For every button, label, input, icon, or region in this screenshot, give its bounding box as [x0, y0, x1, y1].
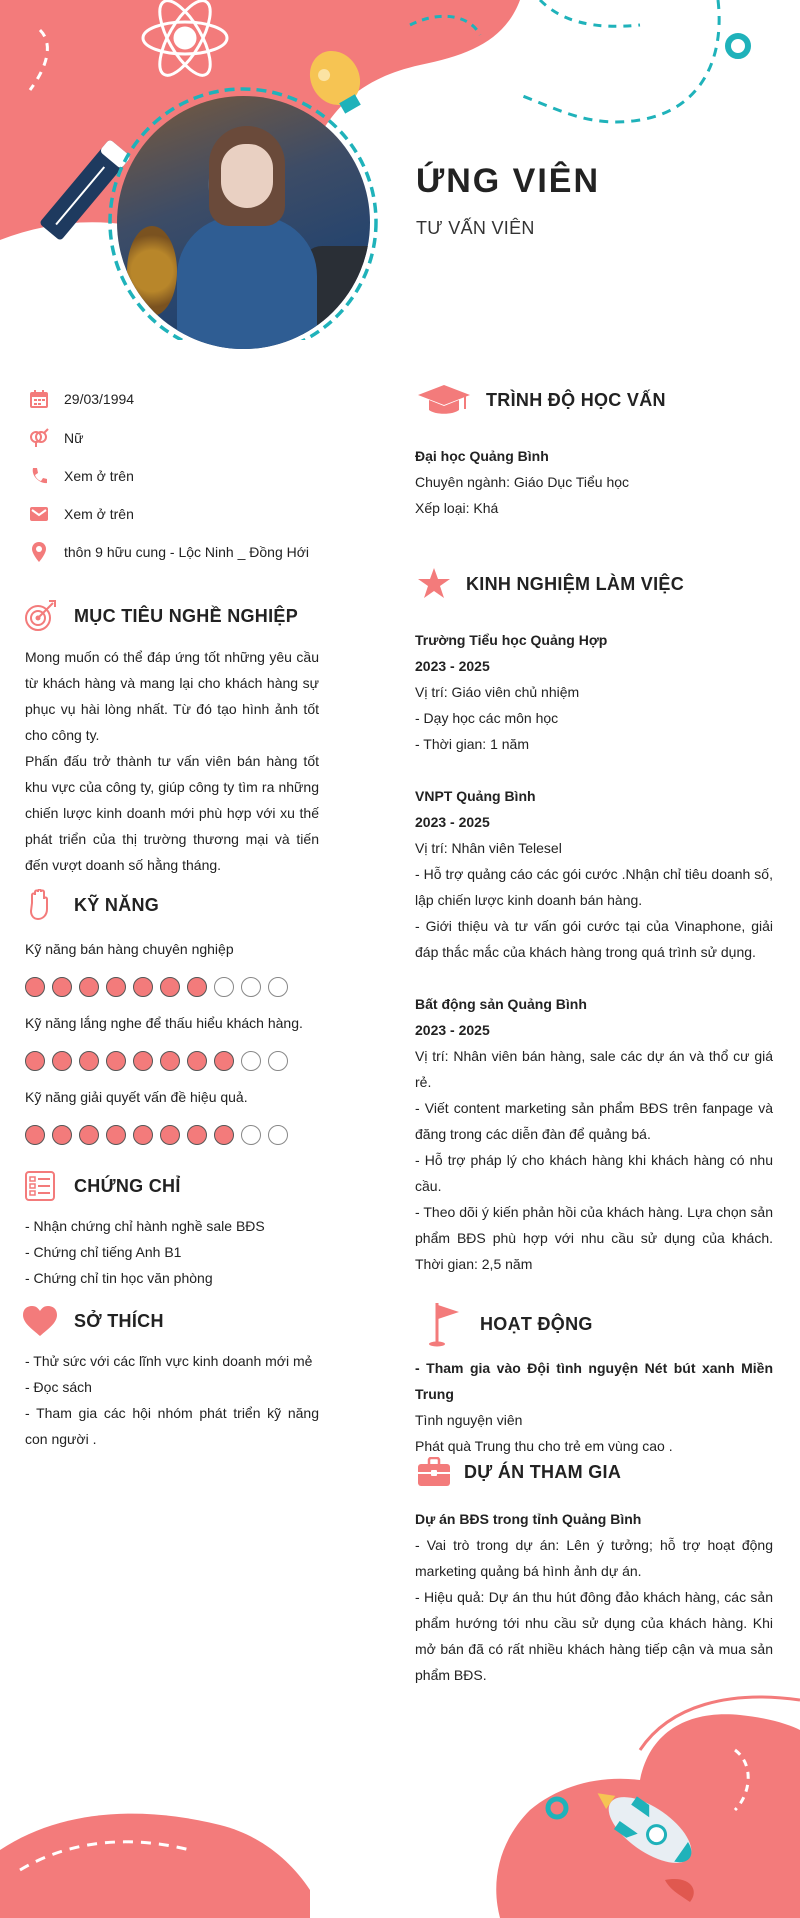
projects-details — [415, 1506, 773, 1688]
section-title: TRÌNH ĐỘ HỌC VẤN — [486, 389, 666, 410]
rating-dot-filled — [160, 977, 180, 997]
contact-text: thôn 9 hữu cung - Lộc Ninh _ Đồng Hới — [64, 544, 310, 560]
certificate-item: - Nhận chứng chỉ hành nghề sale BĐS — [25, 1218, 265, 1234]
phone-icon — [28, 465, 50, 487]
job-line: - Viết content marketing sản phẩm BĐS trên fanpage và đăng trong các diễn đàn để quảng bá. — [415, 1100, 773, 1142]
section-certificates-heading — [22, 1168, 181, 1204]
rating-dot-filled — [133, 1051, 153, 1071]
job-entry — [415, 783, 773, 965]
rating-dot-empty — [241, 1051, 261, 1071]
contact-email — [28, 502, 134, 526]
rating-dot-filled — [79, 1125, 99, 1145]
contact-address — [28, 540, 309, 564]
rating-dot-filled — [187, 1051, 207, 1071]
rating-dot-filled — [133, 977, 153, 997]
rating-dot-filled — [52, 1051, 72, 1071]
candidate-title: TƯ VẤN VIÊN — [416, 218, 535, 238]
section-title: DỰ ÁN THAM GIA — [464, 1461, 622, 1482]
certificate-item: - Chứng chỉ tin học văn phòng — [25, 1270, 213, 1286]
education-major: Chuyên ngành: Giáo Dục Tiểu học — [415, 474, 630, 490]
activity-description: Phát quà Trung thu cho trẻ em vùng cao . — [415, 1438, 673, 1454]
skill-rating — [25, 1125, 288, 1145]
section-objective-heading — [22, 598, 298, 634]
skill-rating — [25, 977, 288, 997]
candidate-name: ỨNG VIÊN — [416, 162, 601, 200]
rating-dot-filled — [106, 977, 126, 997]
job-company: Trường Tiểu học Quảng Hợp — [415, 632, 608, 648]
contact-text: Xem ở trên — [64, 506, 134, 522]
flag-icon — [416, 1300, 470, 1348]
rating-dot-filled — [214, 1051, 234, 1071]
skill-rating — [25, 1051, 288, 1071]
rating-dot-filled — [160, 1051, 180, 1071]
section-title: MỤC TIÊU NGHỀ NGHIỆP — [74, 605, 299, 626]
job-line: - Theo dõi ý kiến phản hồi của khách hàng. Lựa chọn sản phẩm BĐS phù hợp với nhu cầu sử dụng của khách. Thời gian: 2,5 năm — [415, 1204, 773, 1272]
objective-text — [25, 644, 319, 878]
education-details — [415, 443, 773, 521]
target-icon — [22, 598, 58, 634]
rating-dot-filled — [25, 1125, 45, 1145]
location-icon — [28, 541, 50, 563]
activity-title: - Tham gia vào Đội tình nguyện Nét bút xanh Miền Trung — [415, 1360, 773, 1402]
education-grade: Xếp loại: Khá — [415, 500, 499, 516]
gender-icon — [28, 427, 50, 449]
section-title: CHỨNG CHỈ — [74, 1175, 181, 1196]
objective-paragraph: Phấn đấu trở thành tư vấn viên bán hàng tốt khu vực của công ty, giúp công ty tìm ra những chiến lược kinh doanh mới phù hợp với xu thế phát triển của thị trường thương mại và tiến đến vượt doanh số hằng tháng. — [25, 753, 319, 873]
job-company: Bất động sản Quảng Bình — [415, 996, 587, 1012]
job-line: - Thời gian: 1 năm — [415, 736, 529, 752]
section-title: HOẠT ĐỘNG — [480, 1313, 593, 1334]
rating-dot-empty — [268, 977, 288, 997]
briefcase-icon — [416, 1454, 452, 1490]
job-line: - Dạy học các môn học — [415, 710, 559, 726]
rating-dot-filled — [52, 977, 72, 997]
contact-text: Xem ở trên — [64, 468, 134, 484]
section-experience-heading — [416, 566, 684, 602]
job-entry — [415, 991, 773, 1277]
rating-dot-empty — [268, 1125, 288, 1145]
header-decoration — [0, 0, 800, 340]
skill-label: Kỹ năng lắng nghe để thấu hiểu khách hàng. — [25, 1015, 303, 1031]
checklist-icon — [22, 1168, 58, 1204]
graduation-cap-icon — [416, 382, 472, 418]
rating-dot-empty — [214, 977, 234, 997]
section-skills-heading — [22, 887, 159, 923]
project-line: - Hiệu quả: Dự án thu hút đông đảo khách hàng, các sản phẩm hướng tới nhu cầu sử dụng của khách hàng. Khi mở bán đã có rất nhiều khách hàng tiếp cận và mua sản phẩm BĐS. — [415, 1589, 773, 1683]
rating-dot-filled — [160, 1125, 180, 1145]
contact-text: Nữ — [64, 430, 84, 446]
rating-dot-empty — [268, 1051, 288, 1071]
rating-dot-filled — [214, 1125, 234, 1145]
activities-details — [415, 1355, 773, 1459]
rating-dot-filled — [133, 1125, 153, 1145]
rating-dot-filled — [187, 977, 207, 997]
rating-dot-filled — [52, 1125, 72, 1145]
section-title: SỞ THÍCH — [74, 1310, 164, 1331]
certificates-list — [25, 1213, 319, 1291]
hobby-item: - Tham gia các hội nhóm phát triển kỹ năng con người . — [25, 1405, 319, 1447]
rating-dot-filled — [25, 977, 45, 997]
job-line: - Giới thiệu và tư vấn gói cước tại của Vinaphone, giải đáp thắc mắc của khách hàng trong quá trình sử dụng. — [415, 918, 773, 960]
job-line: Vị trí: Nhân viên bán hàng, sale các dự án và thổ cư giá rẻ. — [415, 1048, 773, 1090]
rating-dot-empty — [241, 1125, 261, 1145]
star-icon — [416, 566, 452, 602]
hand-icon — [22, 887, 58, 923]
project-line: - Vai trò trong dự án: Lên ý tưởng; hỗ trợ hoạt động marketing quảng bá hình ảnh dự án. — [415, 1537, 773, 1579]
section-activities-heading — [416, 1300, 593, 1348]
job-line: - Hỗ trợ pháp lý cho khách hàng khi khách hàng có nhu cầu. — [415, 1152, 773, 1194]
rating-dot-filled — [25, 1051, 45, 1071]
certificate-item: - Chứng chỉ tiếng Anh B1 — [25, 1244, 182, 1260]
section-hobbies-heading — [22, 1303, 164, 1339]
contact-gender — [28, 426, 83, 450]
school-name: Đại học Quảng Bình — [415, 448, 549, 464]
section-title: KỸ NĂNG — [74, 894, 160, 915]
job-line: - Hỗ trợ quảng cáo các gói cước .Nhận chỉ tiêu doanh số, lập chiến lược kinh doanh bán hàng. — [415, 866, 773, 908]
section-title: KINH NGHIỆM LÀM VIỆC — [466, 573, 685, 594]
contact-birthday — [28, 387, 134, 411]
rating-dot-empty — [241, 977, 261, 997]
experience-list — [415, 627, 773, 1277]
rating-dot-filled — [79, 1051, 99, 1071]
heart-icon — [22, 1303, 58, 1339]
job-period: 2023 - 2025 — [415, 658, 490, 674]
project-title: Dự án BĐS trong tỉnh Quảng Bình — [415, 1511, 642, 1527]
footer-decoration — [0, 1690, 800, 1918]
job-period: 2023 - 2025 — [415, 814, 490, 830]
job-period: 2023 - 2025 — [415, 1022, 490, 1038]
activity-role: Tình nguyện viên — [415, 1412, 523, 1428]
job-entry — [415, 627, 773, 757]
skill-label: Kỹ năng bán hàng chuyên nghiệp — [25, 941, 234, 957]
rating-dot-filled — [79, 977, 99, 997]
job-line: Vị trí: Giáo viên chủ nhiệm — [415, 684, 580, 700]
mail-icon — [28, 503, 50, 525]
skill-label: Kỹ năng giải quyết vấn đề hiệu quả. — [25, 1089, 248, 1105]
objective-paragraph: Mong muốn có thể đáp ứng tốt những yêu cầu từ khách hàng và mang lại cho khách hàng sự phục vụ hài lòng nhất. Từ đó tạo hình ảnh tốt cho công ty. — [25, 649, 319, 743]
rating-dot-filled — [106, 1051, 126, 1071]
hobby-item: - Thử sức với các lĩnh vực kinh doanh mới mẻ — [25, 1353, 313, 1369]
section-education-heading — [416, 382, 666, 418]
job-company: VNPT Quảng Bình — [415, 788, 536, 804]
job-line: Vị trí: Nhân viên Telesel — [415, 840, 562, 856]
hobby-item: - Đọc sách — [25, 1379, 92, 1395]
contact-phone — [28, 464, 134, 488]
section-projects-heading — [416, 1454, 621, 1490]
calendar-icon — [28, 388, 50, 410]
rating-dot-filled — [106, 1125, 126, 1145]
contact-text: 29/03/1994 — [64, 391, 135, 407]
hobbies-list — [25, 1348, 319, 1452]
profile-photo — [117, 96, 370, 349]
rating-dot-filled — [187, 1125, 207, 1145]
